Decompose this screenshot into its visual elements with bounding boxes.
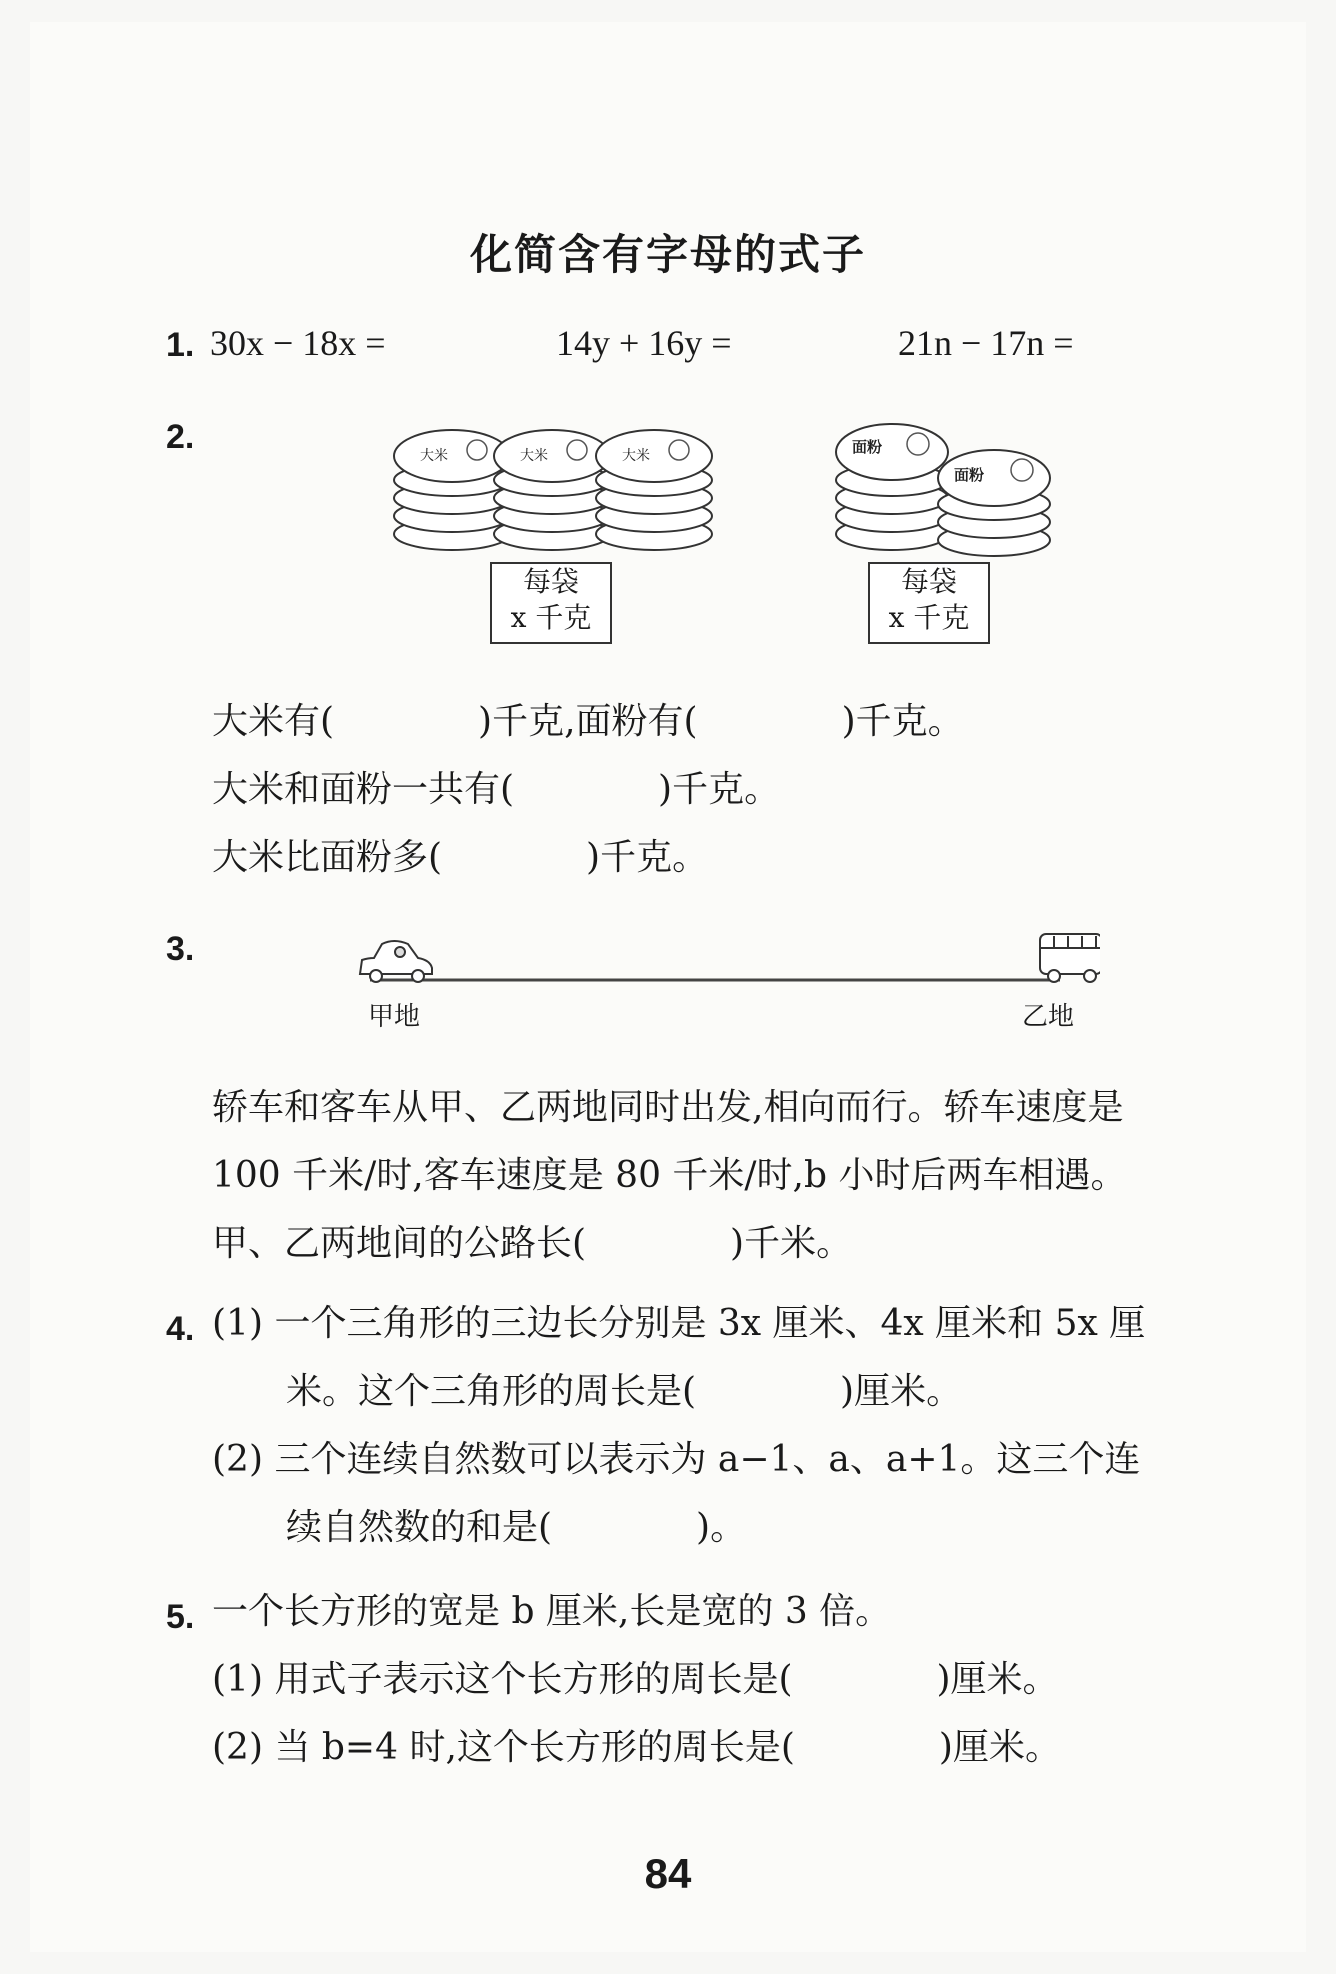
bus-icon	[1040, 934, 1100, 982]
q3-line-3: 甲、乙两地间的公路长( )千米。	[212, 1223, 853, 1264]
page-title: 化简含有字母的式子	[469, 230, 866, 279]
place-a-label: 甲地	[368, 1002, 421, 1032]
rice-bag-text-3: 大米	[622, 448, 650, 464]
rice-stack-right	[596, 430, 712, 550]
rice-label-line-1: 每袋	[522, 565, 579, 598]
rice-label-line-2: x 千克	[510, 601, 592, 634]
car-icon	[360, 941, 432, 982]
q5-part-2: (2) 当 b=4 时,这个长方形的周长是( )厘米。	[212, 1727, 1061, 1768]
rice-stack-left	[394, 430, 510, 550]
question-2-number: 2.	[166, 418, 195, 456]
q4-part-1-line-2: 米。这个三角形的周长是( )厘米。	[286, 1371, 963, 1412]
q4-part-2-line-1: (2) 三个连续自然数可以表示为 a−1、a、a+1。这三个连	[212, 1439, 1141, 1480]
flour-bag-text-2: 面粉	[954, 466, 985, 484]
question-4-number: 4.	[166, 1310, 195, 1348]
q1-expression-1: 30x − 18x =	[210, 323, 386, 363]
rice-stack-middle	[494, 430, 610, 550]
flour-label-line-1: 每袋	[900, 565, 957, 598]
question-3-number: 3.	[166, 930, 195, 968]
place-b-label: 乙地	[1022, 1002, 1075, 1032]
road-diagram	[350, 924, 1100, 998]
q3-line-2: 100 千米/时,客车速度是 80 千米/时,b 小时后两车相遇。	[212, 1155, 1127, 1196]
rice-bag-text-1: 大米	[420, 448, 448, 464]
flour-bag-text-1: 面粉	[852, 438, 883, 456]
rice-weight-label	[490, 562, 612, 644]
q1-expression-3: 21n − 17n =	[898, 323, 1074, 363]
question-1-number: 1.	[166, 326, 195, 364]
q2-line-3: 大米比面粉多( )千克。	[212, 837, 709, 878]
question-5-number: 5.	[166, 1598, 195, 1636]
rice-bag-text-2: 大米	[520, 448, 548, 464]
q5-part-1: (1) 用式子表示这个长方形的周长是( )厘米。	[212, 1659, 1059, 1700]
page-number: 84	[644, 1850, 692, 1897]
q2-line-1: 大米有( )千克,面粉有( )千克。	[212, 701, 964, 742]
flour-bags-illustration	[832, 404, 1062, 564]
q1-expression-2: 14y + 16y =	[556, 323, 732, 363]
rice-bags-illustration	[392, 404, 722, 564]
q5-stem: 一个长方形的宽是 b 厘米,长是宽的 3 倍。	[212, 1591, 892, 1632]
q3-line-1: 轿车和客车从甲、乙两地同时出发,相向而行。轿车速度是	[212, 1087, 1124, 1128]
flour-label-line-2: x 千克	[888, 601, 970, 634]
q2-line-2: 大米和面粉一共有( )千克。	[212, 769, 781, 810]
q4-part-1-line-1: (1) 一个三角形的三边长分别是 3x 厘米、4x 厘米和 5x 厘	[212, 1303, 1146, 1344]
flour-weight-label	[868, 562, 990, 644]
q4-part-2-line-2: 续自然数的和是( )。	[286, 1507, 747, 1548]
